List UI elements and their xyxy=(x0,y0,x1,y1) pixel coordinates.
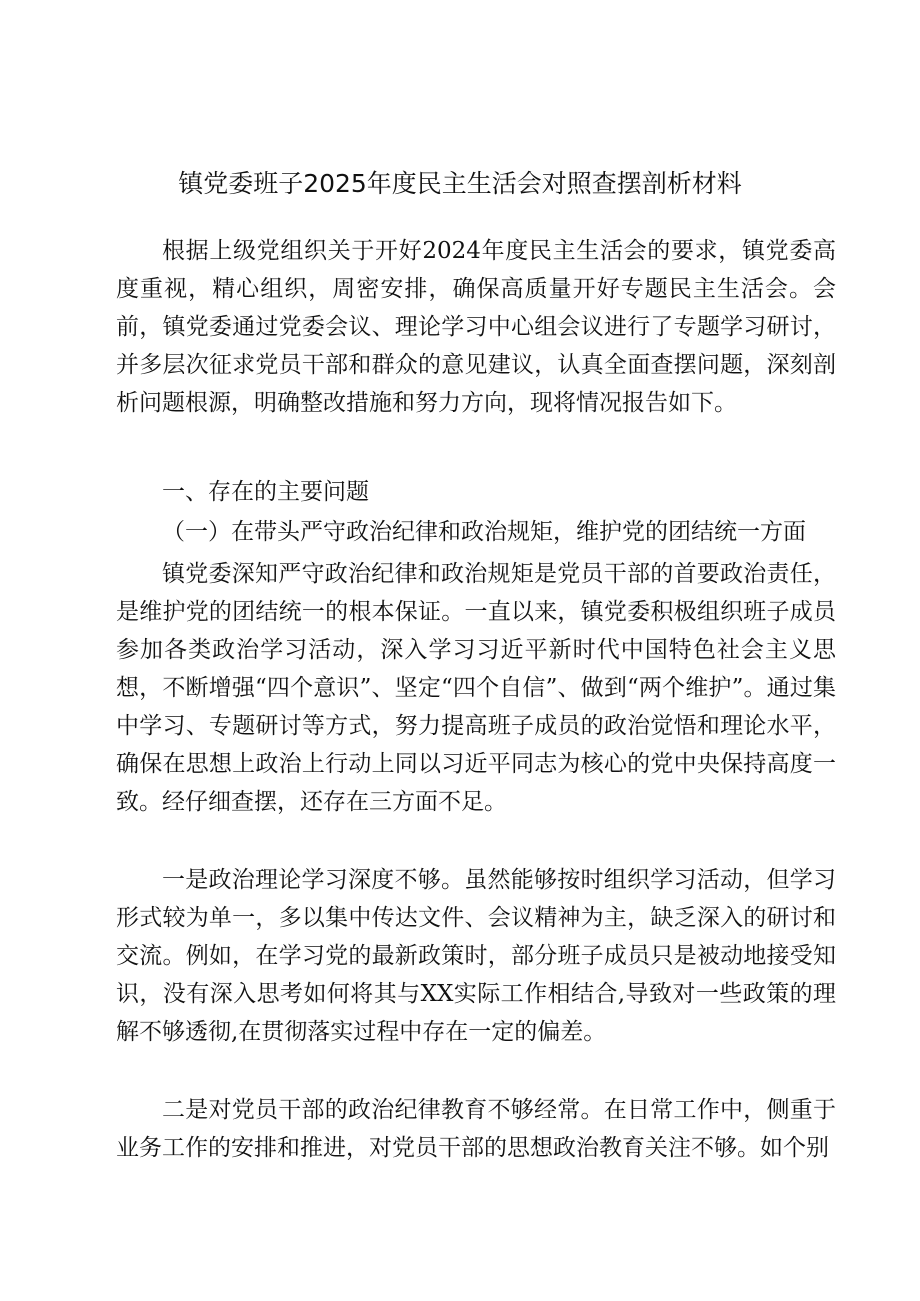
body-paragraph: 镇党委深知严守政治纪律和政治规矩是党员干部的首要政治责任，是维护党的团结统一的根本保证。一直以来，镇党委积极组织班子成员参加各类政治学习活动，深入学习习近平新时代中国特色社会主义思想，不断增强“四个意识”、坚定“四个自信”、做到“两个维护”。通过集中学习、专题研讨等方式，努力提高班子成员的政治觉悟和理论水平，确保在思想上政治上行动上同以习近平同志为核心的党中央保持高度一致。经仔细查摆，还存在三方面不足。 xyxy=(116,561,836,815)
section-heading: 一、存在的主要问题 xyxy=(162,479,369,505)
intro-paragraph: 根据上级党组织关于开好2024年度民主生活会的要求，镇党委高度重视，精心组织，周密安排，确保高质量开好专题民主生活会。会前，镇党委通过党委会议、理论学习中心组会议进行了专题学习研讨，并多层次征求党员干部和群众的意见建议，认真全面查摆问题，深刻剖析问题根源，明确整改措施和努力方向，现将情况报告如下。 xyxy=(116,238,836,416)
subsection-heading: （一）在带头严守政治纪律和政治规矩，维护党的团结统一方面 xyxy=(162,519,806,545)
body-paragraph: 一是政治理论学习深度不够。虽然能够按时组织学习活动，但学习形式较为单一，多以集中传达文件、会议精神为主，缺乏深入的研讨和交流。例如，在学习党的最新政策时，部分班子成员只是被动地接受知识，没有深入思考如何将其与XX实际工作相结合,导致对一些政策的理解不够透彻,在贯彻落实过程中存在一定的偏差。 xyxy=(116,867,836,1045)
document-title: 镇党委班子2025年度民主生活会对照查摆剖析材料 xyxy=(178,169,742,198)
body-paragraph: 二是对党员干部的政治纪律教育不够经常。在日常工作中，侧重于业务工作的安排和推进，对党员干部的思想政治教育关注不够。如个别 xyxy=(116,1097,836,1161)
